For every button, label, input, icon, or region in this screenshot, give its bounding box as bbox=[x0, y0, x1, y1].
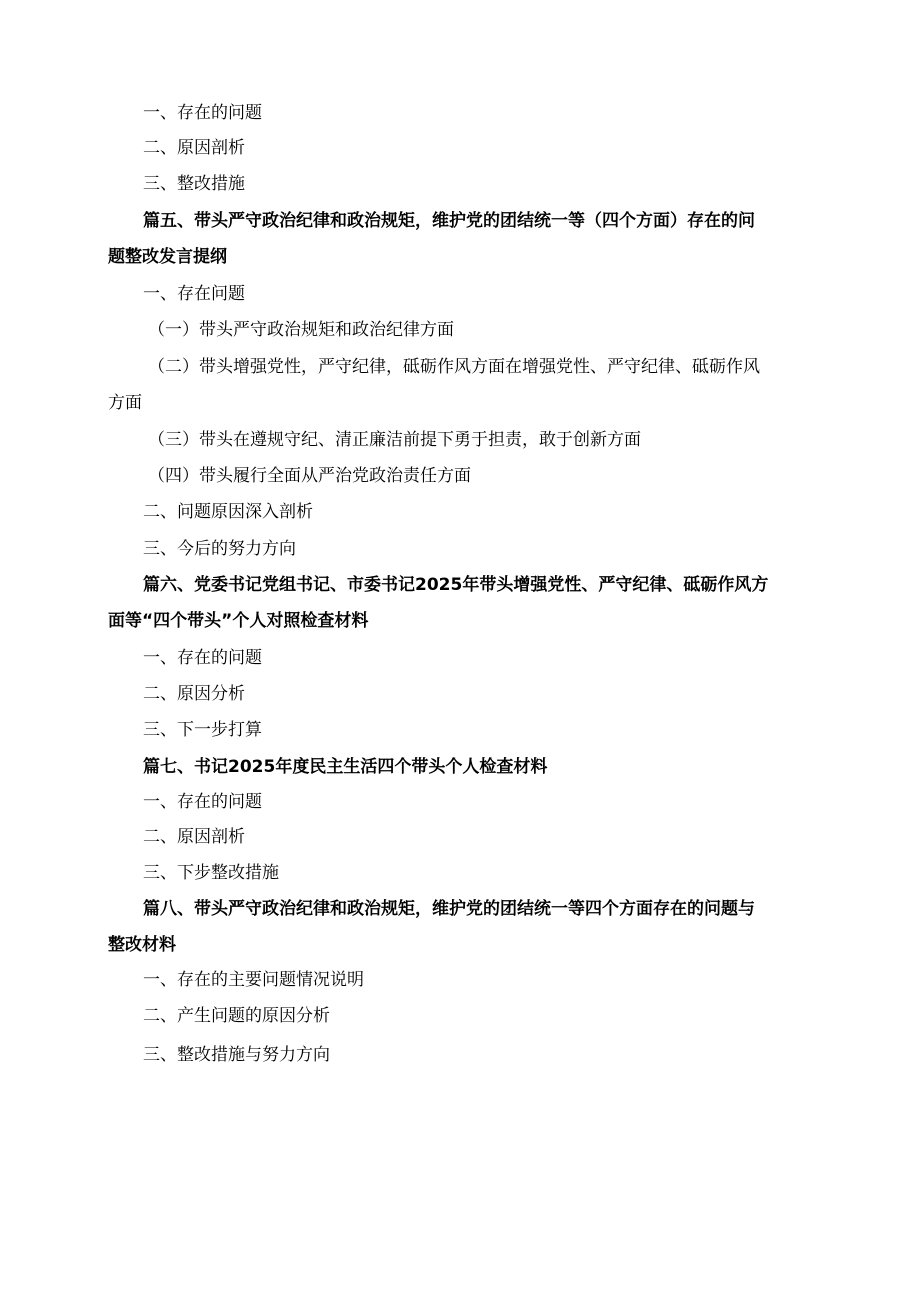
section-item: 三、整改措施与努力方向 bbox=[143, 1045, 330, 1065]
chapter-heading: 篇六、党委书记党组书记、市委书记2025年带头增强党性、严守纪律、砥砺作风方 bbox=[143, 575, 769, 595]
section-item: 三、下步整改措施 bbox=[143, 863, 279, 883]
subsection-item-continued: 方面 bbox=[108, 393, 142, 413]
section-item: 一、存在的问题 bbox=[143, 648, 262, 668]
chapter-heading-continued: 面等“四个带头”个人对照检查材料 bbox=[108, 611, 369, 631]
subsection-item: （二）带头增强党性，严守纪律，砥砺作风方面在增强党性、严守纪律、砥砺作风 bbox=[148, 357, 760, 377]
section-item: 二、原因剖析 bbox=[143, 138, 245, 158]
section-item: 一、存在问题 bbox=[143, 284, 245, 304]
chapter-heading-continued: 整改材料 bbox=[108, 935, 176, 955]
section-item: 三、整改措施 bbox=[143, 174, 245, 194]
chapter-heading: 篇八、带头严守政治纪律和政治规矩，维护党的团结统一等四个方面存在的问题与 bbox=[143, 899, 755, 919]
section-item: 三、今后的努力方向 bbox=[143, 539, 296, 559]
section-item: 二、问题原因深入剖析 bbox=[143, 502, 313, 522]
section-item: 一、存在的主要问题情况说明 bbox=[143, 970, 364, 990]
chapter-heading: 篇五、带头严守政治纪律和政治规矩，维护党的团结统一等（四个方面）存在的问 bbox=[143, 211, 755, 231]
section-item: 二、原因分析 bbox=[143, 684, 245, 704]
section-item: 一、存在的问题 bbox=[143, 792, 262, 812]
section-item: 二、产生问题的原因分析 bbox=[143, 1006, 330, 1026]
section-item: 一、存在的问题 bbox=[143, 103, 262, 123]
section-item: 二、原因剖析 bbox=[143, 827, 245, 847]
subsection-item: （一）带头严守政治规矩和政治纪律方面 bbox=[148, 320, 454, 340]
chapter-heading: 篇七、书记2025年度民主生活四个带头个人检查材料 bbox=[143, 757, 548, 777]
subsection-item: （四）带头履行全面从严治党政治责任方面 bbox=[148, 466, 471, 486]
chapter-heading-continued: 题整改发言提纲 bbox=[108, 247, 227, 267]
subsection-item: （三）带头在遵规守纪、清正廉洁前提下勇于担责，敢于创新方面 bbox=[148, 430, 641, 450]
section-item: 三、下一步打算 bbox=[143, 720, 262, 740]
